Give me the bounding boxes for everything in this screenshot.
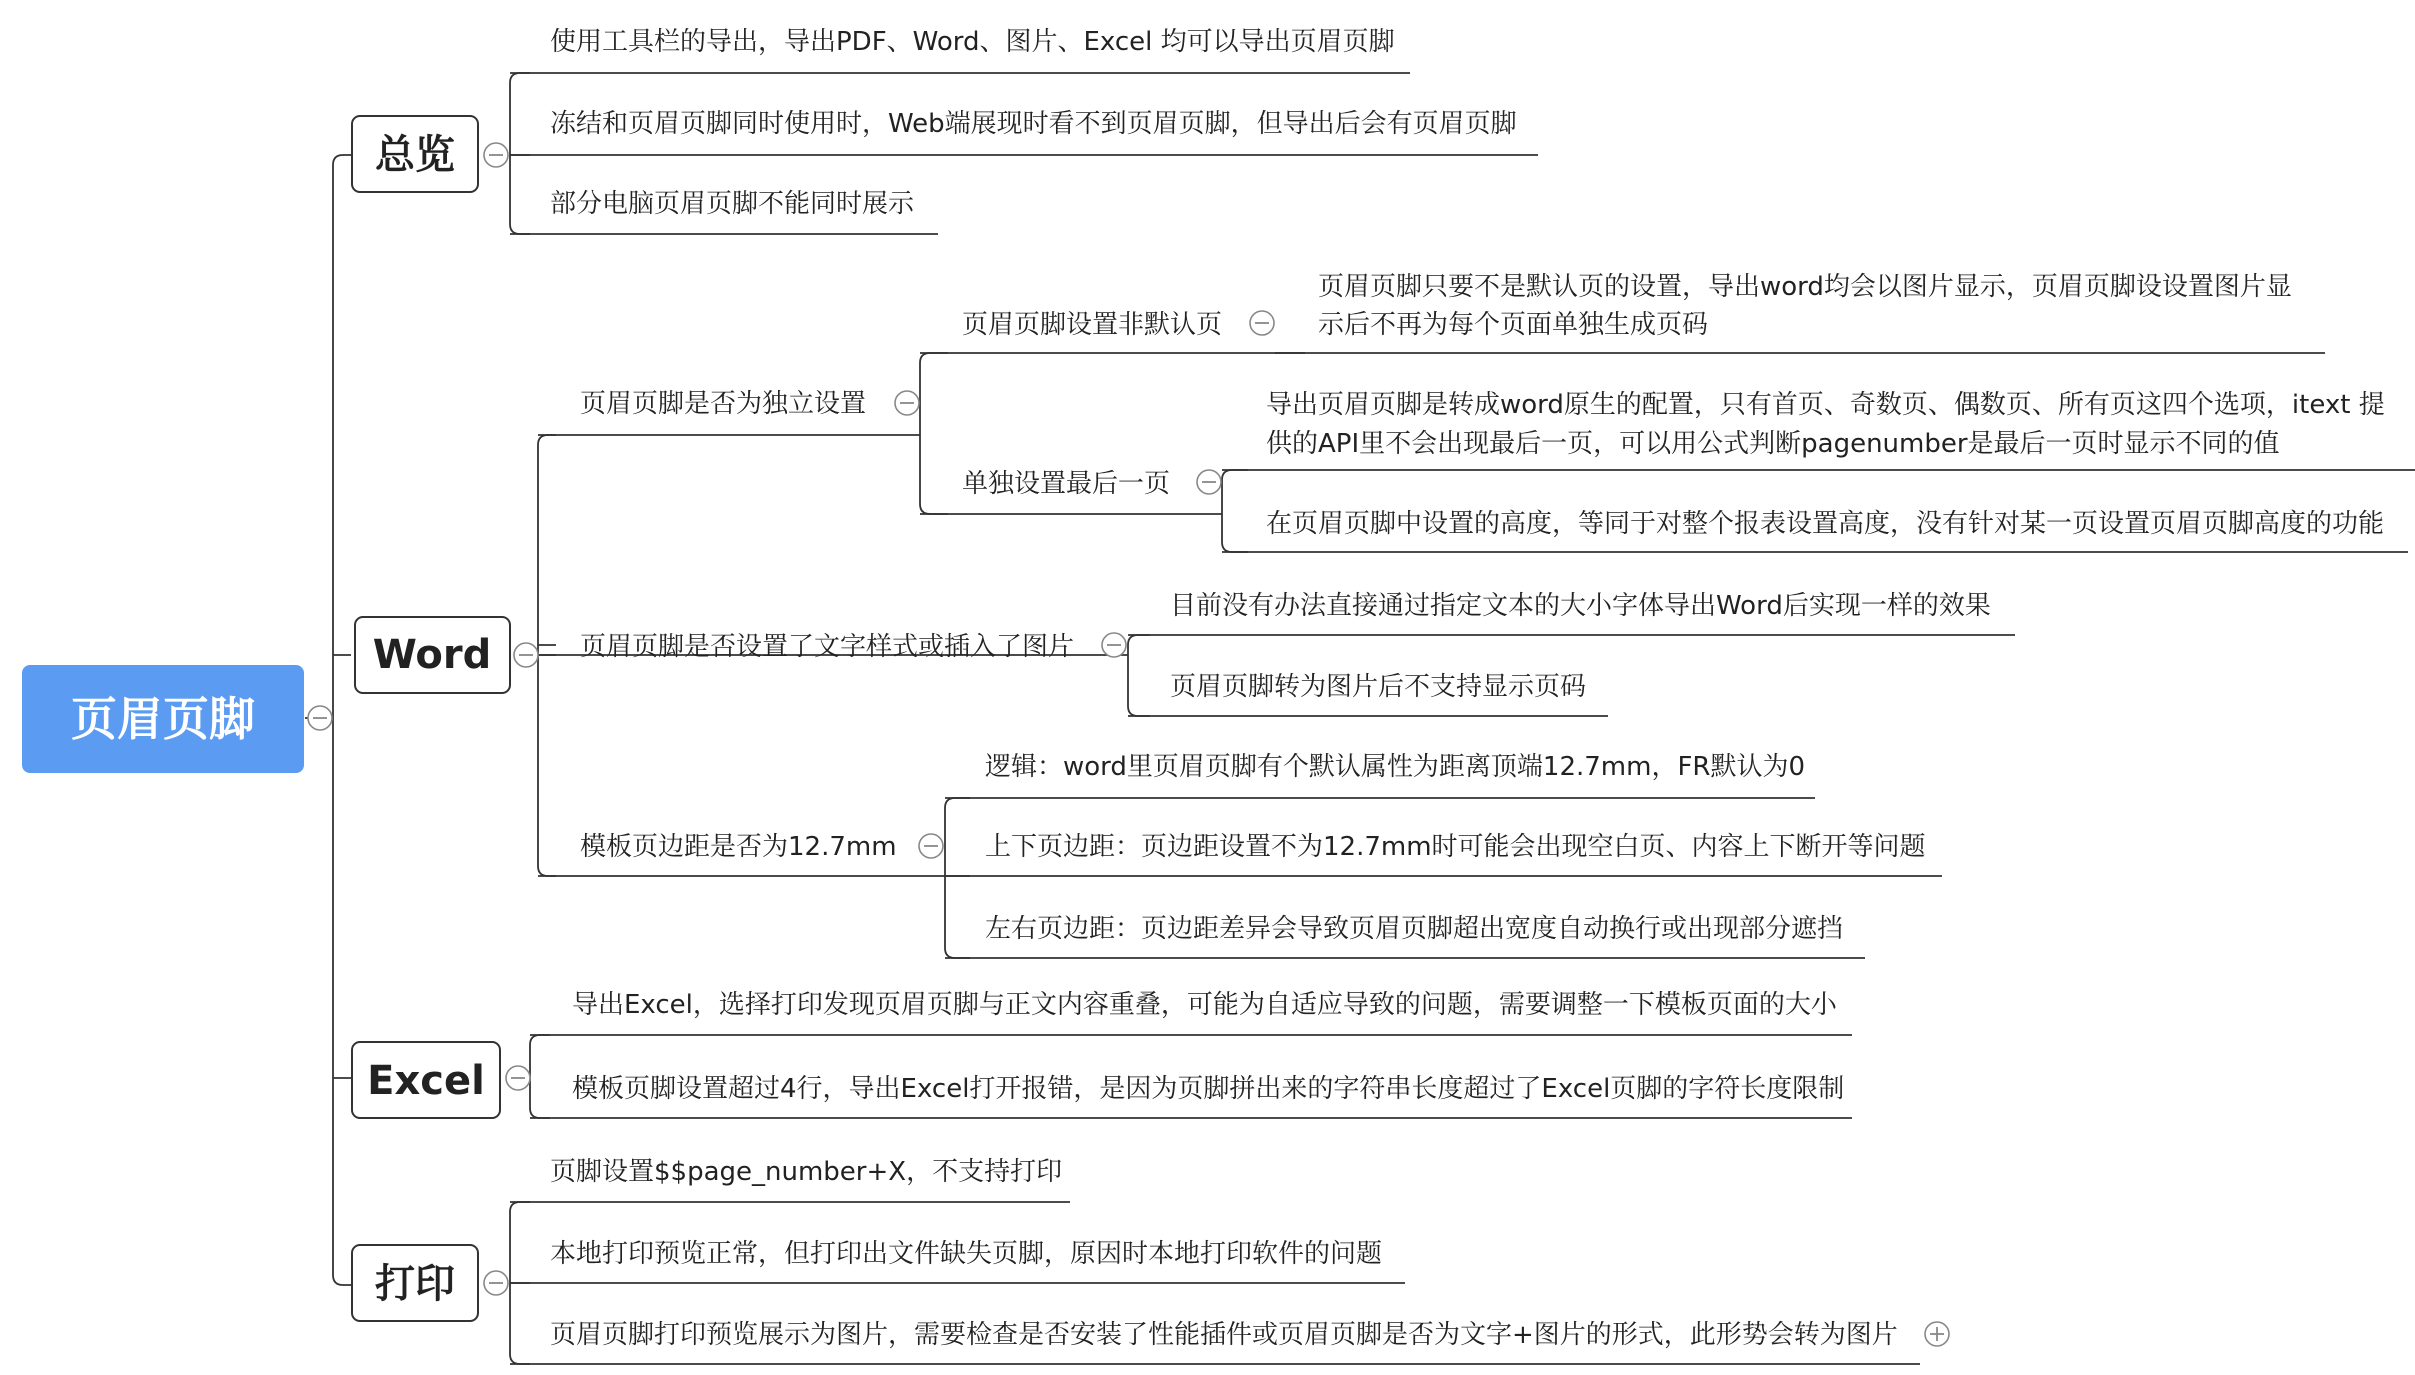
print-items	[550, 1157, 1898, 1350]
list-item: 页眉页脚只要不是默认页的设置，导出word均会以图片显示，页眉页脚设设置图片显	[1318, 272, 2292, 302]
list-item: 逻辑：word里页眉页脚有个默认属性为距离顶端12.7mm，FR默认为0	[985, 752, 1806, 782]
list-item: 冻结和页眉页脚同时使用时，Web端展现时看不到页眉页脚，但导出后会有页眉页脚	[550, 109, 1517, 139]
collapse-icon[interactable]	[506, 1066, 530, 1090]
branch-word-label: Word	[372, 632, 492, 678]
list-item: 供的API里不会出现最后一页，可以用公式判断pagenumber是最后一页时显示不同的值	[1266, 429, 2280, 459]
root-label: 页眉页脚	[71, 692, 255, 746]
collapse-icon[interactable]	[1102, 633, 1126, 657]
collapse-icon[interactable]	[1250, 311, 1274, 335]
collapse-icon[interactable]	[919, 834, 943, 858]
collapse-icon[interactable]	[484, 1271, 508, 1295]
list-item: 模板页脚设置超过4行，导出Excel打开报错，是因为页脚拼出来的字符串长度超过了Excel页脚的字符长度限制	[572, 1074, 1845, 1104]
word-sub-nodes	[580, 272, 2385, 944]
list-item: 目前没有办法直接通过指定文本的大小字体导出Word后实现一样的效果	[1170, 591, 1991, 621]
list-item: 页眉页脚转为图片后不支持显示页码	[1170, 672, 1587, 702]
list-item: 本地打印预览正常，但打印出文件缺失页脚，原因时本地打印软件的问题	[550, 1239, 1383, 1269]
list-item: 导出Excel，选择打印发现页眉页脚与正文内容重叠，可能为自适应导致的问题，需要调整一下模板页面的大小	[572, 990, 1837, 1020]
branch-overview[interactable]	[352, 116, 478, 192]
list-item: 左右页边距：页边距差异会导致页眉页脚超出宽度自动换行或出现部分遮挡	[985, 914, 1844, 944]
word-style-label[interactable]: 页眉页脚是否设置了文字样式或插入了图片	[580, 632, 1075, 662]
collapse-icon[interactable]	[514, 643, 538, 667]
collapse-icon[interactable]	[484, 143, 508, 167]
branch-word[interactable]	[355, 617, 510, 693]
list-item: 页脚设置$$page_number+X，不支持打印	[550, 1157, 1063, 1187]
list-item: 部分电脑页眉页脚不能同时展示	[550, 189, 915, 219]
branch-overview-label: 总览	[375, 132, 455, 178]
overview-items	[550, 27, 1517, 219]
collapse-icon[interactable]	[895, 391, 919, 415]
collapse-icon[interactable]	[1197, 470, 1221, 494]
root-node[interactable]	[22, 665, 304, 773]
collapse-icon[interactable]	[308, 706, 332, 730]
list-item: 在页眉页脚中设置的高度，等同于对整个报表设置高度，没有针对某一页设置页眉页脚高度的功能	[1266, 509, 2385, 539]
branch-excel-label: Excel	[367, 1058, 485, 1104]
list-item: 导出页眉页脚是转成word原生的配置，只有首页、奇数页、偶数页、所有页这四个选项，itext 提	[1266, 390, 2385, 420]
list-item: 上下页边距：页边距设置不为12.7mm时可能会出现空白页、内容上下断开等问题	[985, 832, 1926, 862]
branch-print-label: 打印	[375, 1261, 455, 1307]
list-item: 使用工具栏的导出，导出PDF、Word、图片、Excel 均可以导出页眉页脚	[550, 27, 1395, 57]
list-item: 页眉页脚打印预览展示为图片，需要检查是否安装了性能插件或页眉页脚是否为文字+图片的形式，此形势会转为图片	[550, 1320, 1898, 1350]
excel-items	[572, 990, 1844, 1104]
branch-excel[interactable]	[352, 1042, 500, 1118]
list-item: 示后不再为每个页面单独生成页码	[1318, 310, 1709, 340]
word-last-page-label[interactable]: 单独设置最后一页	[962, 469, 1171, 499]
expand-icon[interactable]	[1925, 1322, 1949, 1346]
branch-print[interactable]	[352, 1245, 478, 1321]
word-non-default-label[interactable]: 页眉页脚设置非默认页	[962, 310, 1223, 340]
word-independent-label[interactable]: 页眉页脚是否为独立设置	[580, 389, 867, 419]
word-margin-label[interactable]: 模板页边距是否为12.7mm	[580, 832, 897, 862]
